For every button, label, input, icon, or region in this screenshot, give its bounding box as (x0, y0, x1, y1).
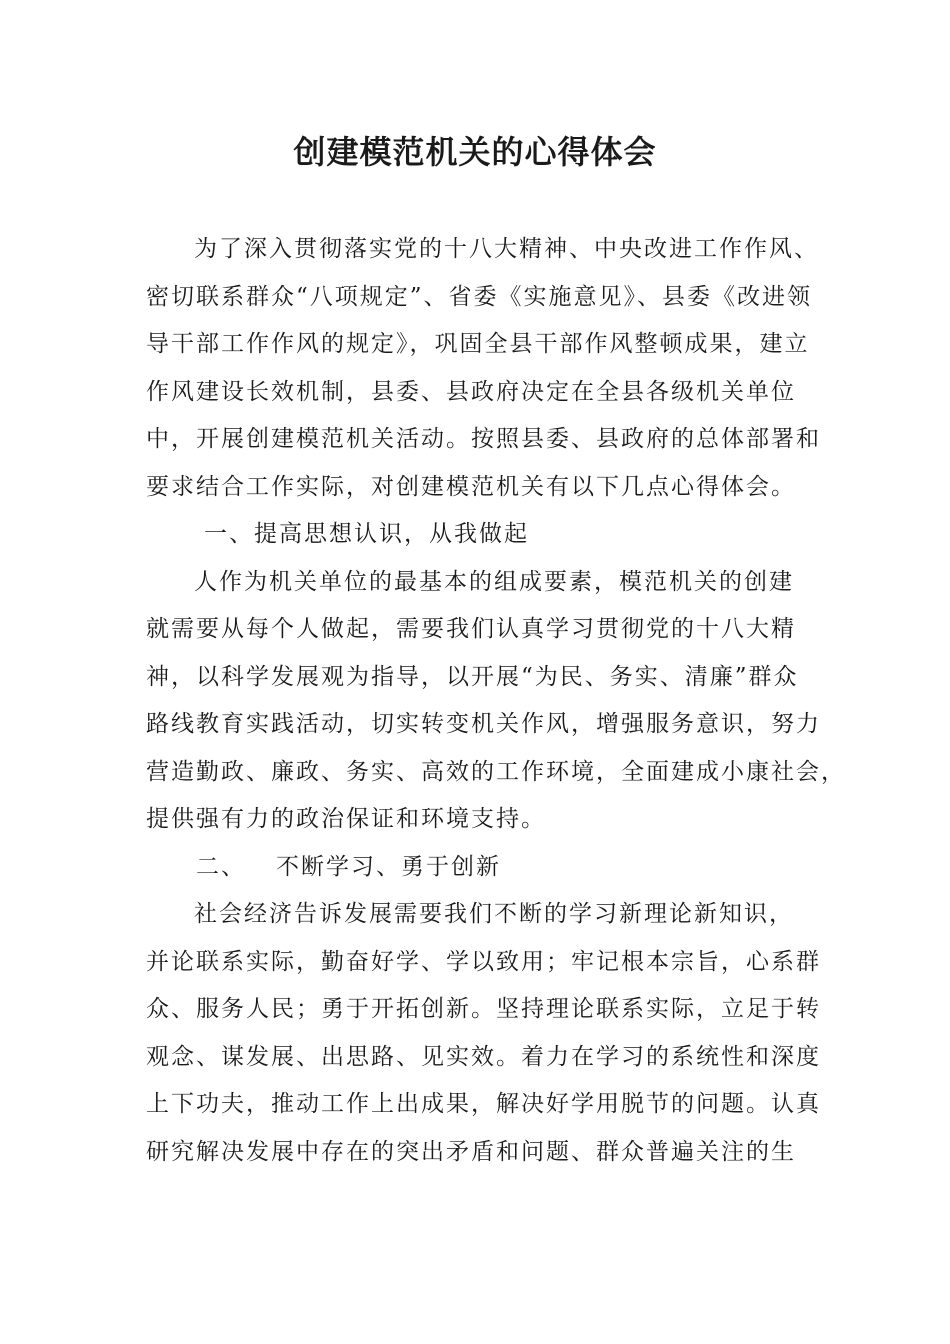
paragraph-line: 中，开展创建模范机关活动。按照县委、县政府的总体部署和 (146, 426, 821, 452)
paragraph-line: 提供强有力的政治保证和环境支持。 (146, 806, 546, 832)
paragraph-line: 导干部工作作风的规定》，巩固全县干部作风整顿成果，建立 (146, 331, 810, 357)
paragraph-line: 研究解决发展中存在的突出矛盾和问题、群众普遍关注的生 (146, 1138, 796, 1165)
paragraph-intro (146, 226, 821, 511)
paragraph-line: 路线教育实践活动，切实转变机关作风，增强服务意识，努力 (146, 711, 821, 737)
paragraph-section-2 (146, 891, 821, 1176)
paragraph-line: 众、服务人民；勇于开拓创新。坚持理论联系实际，立足于转 (146, 996, 821, 1022)
paragraph-line: 要求结合工作实际，对创建模范机关有以下几点心得体会。 (146, 473, 796, 500)
paragraph-line: 神，以科学发展观为指导，以开展“为民、务实、清廉”群众 (146, 663, 799, 690)
paragraph-line: 就需要从每个人做起，需要我们认真学习贯彻党的十八大精 (146, 616, 796, 642)
section-heading-2-number: 二、 (196, 853, 246, 880)
paragraph-line: 为了深入贯彻落实党的十八大精神、中央改进工作作风、 (194, 236, 819, 262)
section-heading-1: 一、提高思想认识，从我做起 (204, 521, 529, 547)
paragraph-line: 观念、谋发展、出思路、见实效。着力在学习的系统性和深度 (146, 1043, 821, 1070)
section-heading-2 (146, 844, 818, 892)
section-heading-2-text: 不断学习、勇于创新 (276, 853, 501, 880)
document-body (146, 226, 846, 1176)
paragraph-line: 社会经济告诉发展需要我们不断的学习新理论新知识， (194, 901, 794, 927)
paragraph-line: 并论联系实际，勤奋好学、学以致用；牢记根本宗旨，心系群 (146, 948, 821, 975)
document-title: 创建模范机关的心得体会 (293, 133, 657, 171)
paragraph-line: 上下功夫，推动工作上出成果，解决好学用脱节的问题。认真 (146, 1091, 821, 1117)
paragraph-line: 营造勤政、廉政、务实、高效的工作环境，全面建成小康社会， (146, 758, 846, 785)
paragraph-line: 人作为机关单位的最基本的组成要素，模范机关的创建 (194, 568, 794, 595)
paragraph-line: 作风建设长效机制，县委、县政府决定在全县各级机关单位 (146, 378, 796, 405)
paragraph-section-1 (146, 559, 846, 844)
paragraph-line: 密切联系群众“八项规定”、省委《实施意见》、县委《改进领 (146, 283, 813, 310)
